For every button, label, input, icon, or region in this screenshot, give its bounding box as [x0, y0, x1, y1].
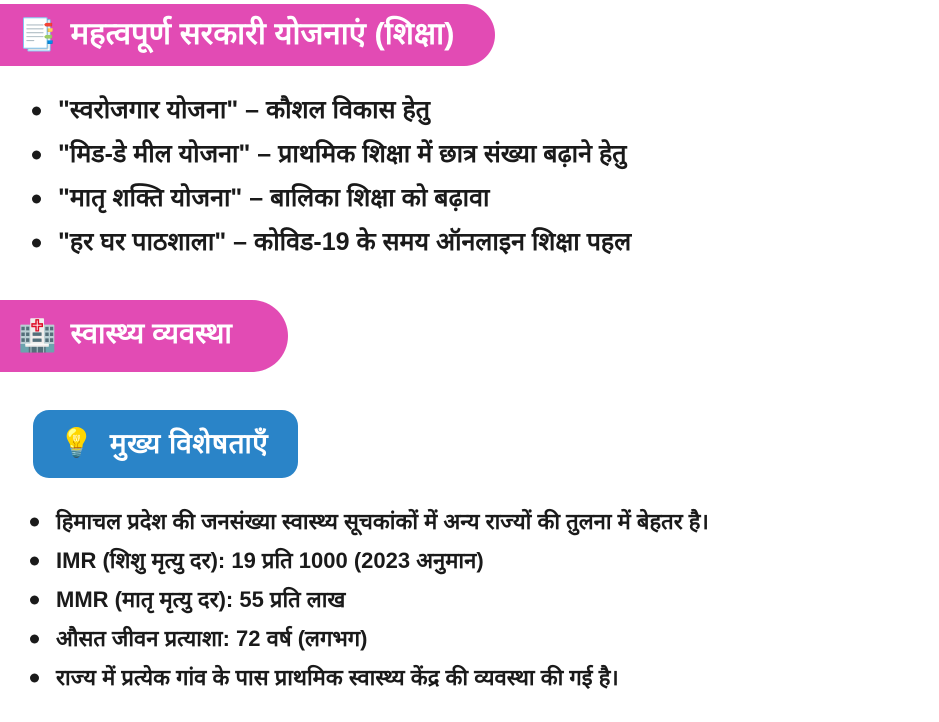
features-list [20, 505, 709, 700]
section-header-features [33, 410, 298, 478]
section-header-health [0, 300, 288, 372]
schemes-list [22, 92, 631, 268]
list-item: राज्य में प्रत्येक गांव के पास प्राथमिक स्वास्थ्य केंद्र की व्यवस्था की गई है। [20, 661, 709, 694]
section-title-features: मुख्य विशेषताएँ [109, 428, 269, 459]
list-item: "मातृ शक्ति योजना" – बालिका शिक्षा को बढ़ावा [22, 180, 631, 217]
list-item: IMR (शिशु मृत्यु दर): 19 प्रति 1000 (2023 अनुमान) [20, 544, 709, 577]
hospital-icon: 🏥 [18, 317, 57, 353]
bottom-spacer [0, 708, 939, 722]
list-item: "मिड-डे मील योजना" – प्राथमिक शिक्षा में छात्र संख्या बढ़ाने हेतु [22, 136, 631, 173]
lightbulb-icon: 💡 [59, 427, 94, 458]
list-item: औसत जीवन प्रत्याशा: 72 वर्ष (लगभग) [20, 622, 709, 655]
list-item: "हर घर पाठशाला" – कोविड-19 के समय ऑनलाइन शिक्षा पहल [22, 224, 631, 261]
list-item: "स्वरोजगार योजना" – कौशल विकास हेतु [22, 92, 631, 129]
list-item: MMR (मातृ मृत्यु दर): 55 प्रति लाख [20, 583, 709, 616]
section-header-schemes [0, 4, 495, 66]
section-title-health: स्वास्थ्य व्यवस्था [70, 318, 232, 351]
document-pages-icon: 📑 [18, 16, 57, 52]
list-item: हिमाचल प्रदेश की जनसंख्या स्वास्थ्य सूचकांकों में अन्य राज्यों की तुलना में बेहतर है। [20, 505, 709, 538]
section-title-schemes: महत्वपूर्ण सरकारी योजनाएं (शिक्षा) [70, 16, 455, 52]
